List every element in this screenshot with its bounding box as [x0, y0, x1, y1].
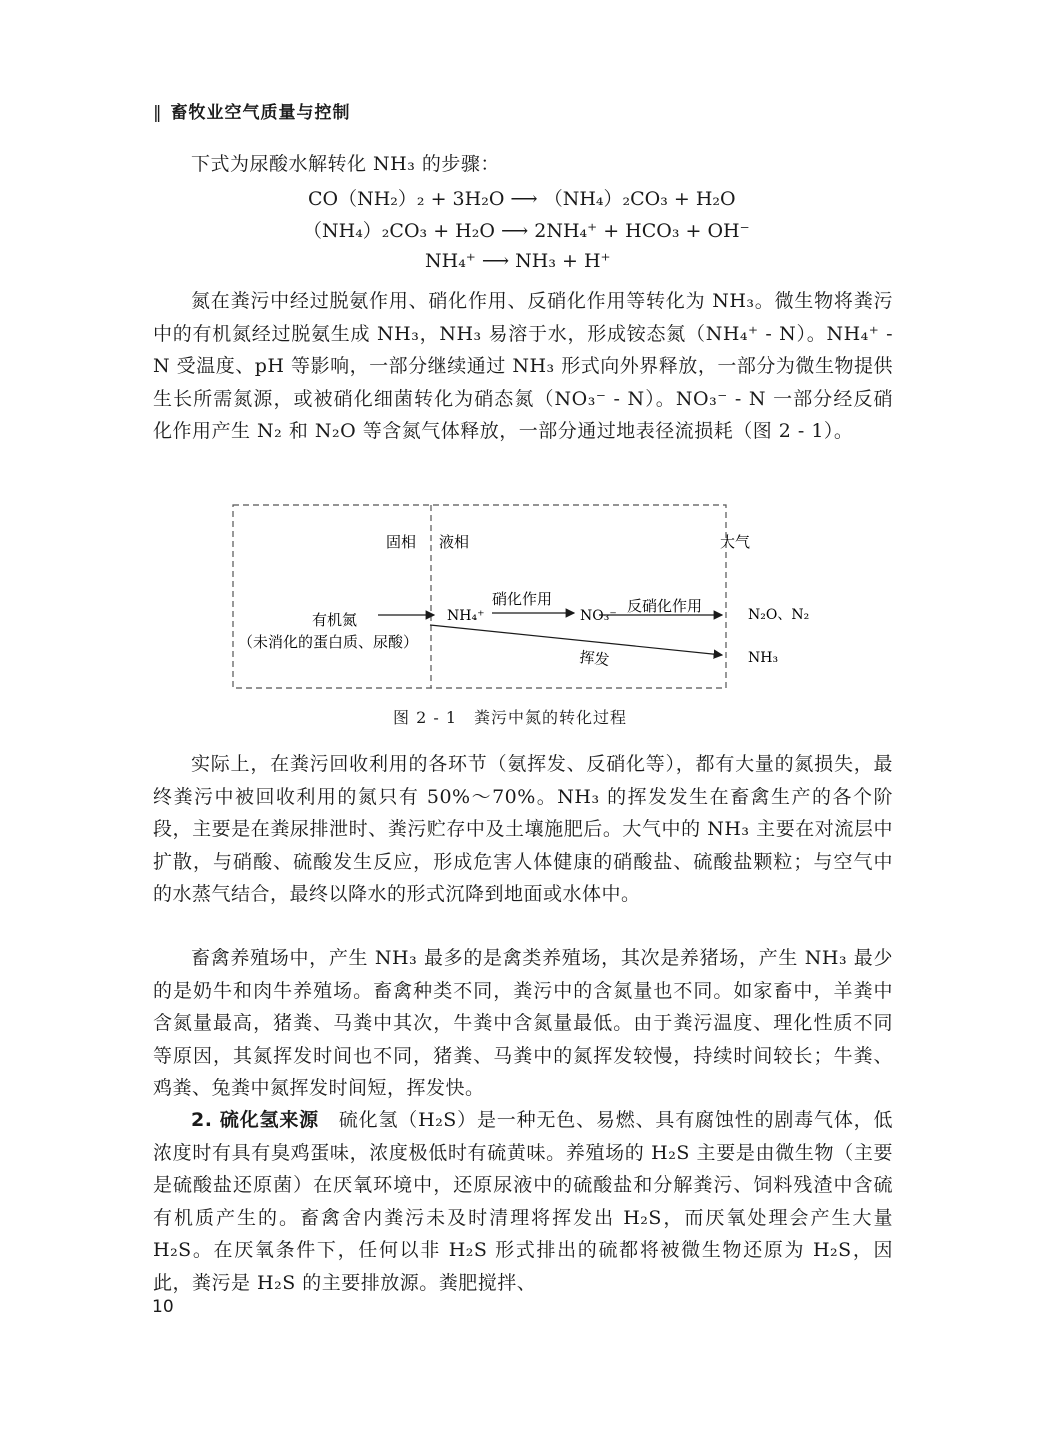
book-title: 畜牧业空气质量与控制	[170, 103, 351, 123]
zone-liquid-label: 液相	[439, 533, 470, 551]
section-title-h2s: 2. 硫化氢来源	[191, 1109, 319, 1131]
equation-3: NH₄⁺ ⟶ NH₃ + H⁺	[425, 250, 611, 272]
zone-atmos-label: 大气	[720, 533, 751, 551]
denitrification-label: 反硝化作用	[627, 597, 703, 615]
nh3-label: NH₃	[748, 650, 779, 666]
n2o-n2-label: N₂O、N₂	[748, 607, 810, 623]
paragraph-nh3-sources: 畜禽养殖场中，产生 NH₃ 最多的是禽类养殖场，其次是养猪场，产生 NH₃ 最少的是奶牛和肉牛养殖场。畜禽种类不同，粪污中的含氮量也不同。如家畜中，羊粪中含氮量最高，猪粪、马粪中其次，牛粪中含氮量最低。由于粪污温度、理化性质不同等原因，其氮挥发时间也不同，猪粪、马粪中的氮挥发较慢，持续时间较长；牛粪、鸡粪、兔粪中氮挥发时间短，挥发快。	[153, 947, 893, 1099]
intro-line: 下式为尿酸水解转化 NH₃ 的步骤：	[191, 153, 500, 175]
running-header	[153, 98, 351, 123]
nh4-label: NH₄⁺	[447, 608, 485, 624]
paragraph-nitrogen-loss: 实际上，在粪污回收利用的各环节（氨挥发、反硝化等），都有大量的氮损失，最终粪污中被回收利用的氮只有 50%～70%。NH₃ 的挥发发生在畜禽生产的各个阶段，主要是在粪尿排泄时、粪污贮存中及土壤施肥后。大气中的 NH₃ 主要在对流层中扩散，与硝酸、硫酸发生反应，形成危害人体健康的硝酸盐、硫酸盐颗粒；与空气中的水蒸气结合，最终以降水的形式沉降到地面或水体中。	[153, 753, 893, 905]
paragraph-h2s	[153, 1104, 893, 1299]
no3-label: NO₃⁻	[580, 608, 617, 624]
figure-diagram	[230, 502, 810, 692]
figure-caption: 图 2 - 1 粪污中氮的转化过程	[393, 708, 628, 727]
arrow-volatilization	[430, 625, 722, 655]
equation-1: CO（NH₂）₂ + 3H₂O ⟶ （NH₄）₂CO₃ + H₂O	[308, 188, 736, 210]
page-number: 10	[152, 1297, 174, 1317]
header-divider: ‖	[153, 103, 163, 123]
paragraph-nitrogen-transformation: 氮在粪污中经过脱氨作用、硝化作用、反硝化作用等转化为 NH₃。微生物将粪污中的有机氮经过脱氨生成 NH₃，NH₃ 易溶于水，形成铵态氮（NH₄⁺ - N）。NH₄⁺ - N 受温度、pH 等影响，一部分继续通过 NH₃ 形式向外界释放，一部分为微生物提供生长所需氮源，或被硝化细菌转化为硝态氮（NO₃⁻ - N）。NO₃⁻ - N 一部分经反硝化作用产生 N₂ 和 N₂O 等含氮气体释放，一部分通过地表径流损耗（图 2 - 1）。	[153, 290, 893, 442]
zone-solid-label: 固相	[386, 533, 417, 551]
organic-n-label: 有机氮	[312, 611, 358, 629]
organic-n-note: （未消化的蛋白质、尿酸）	[238, 633, 419, 651]
nitrification-label: 硝化作用	[492, 590, 553, 608]
equation-2: （NH₄）₂CO₃ + H₂O ⟶ 2NH₄⁺ + HCO₃ + OH⁻	[303, 220, 750, 242]
paragraph-h2s-text: 硫化氢（H₂S）是一种无色、易燃、具有腐蚀性的剧毒气体，低浓度时有具有臭鸡蛋味，浓度极低时有硫黄味。养殖场的 H₂S 主要是由微生物（主要是硫酸盐还原菌）在厌氧环境中，还原尿液中的硫酸盐和分解粪污、饲料残渣中含硫有机质产生的。畜禽舍内粪污未及时清理将挥发出 H₂S，而厌氧处理会产生大量 H₂S。在厌氧条件下，任何以非 H₂S 形式排出的硫都将被微生物还原为 H₂S，因此，粪污是 H₂S 的主要排放源。粪肥搅拌、	[153, 1109, 893, 1294]
figure-nitrogen-transformation	[230, 502, 810, 692]
volatilization-label: 挥发	[578, 648, 611, 670]
